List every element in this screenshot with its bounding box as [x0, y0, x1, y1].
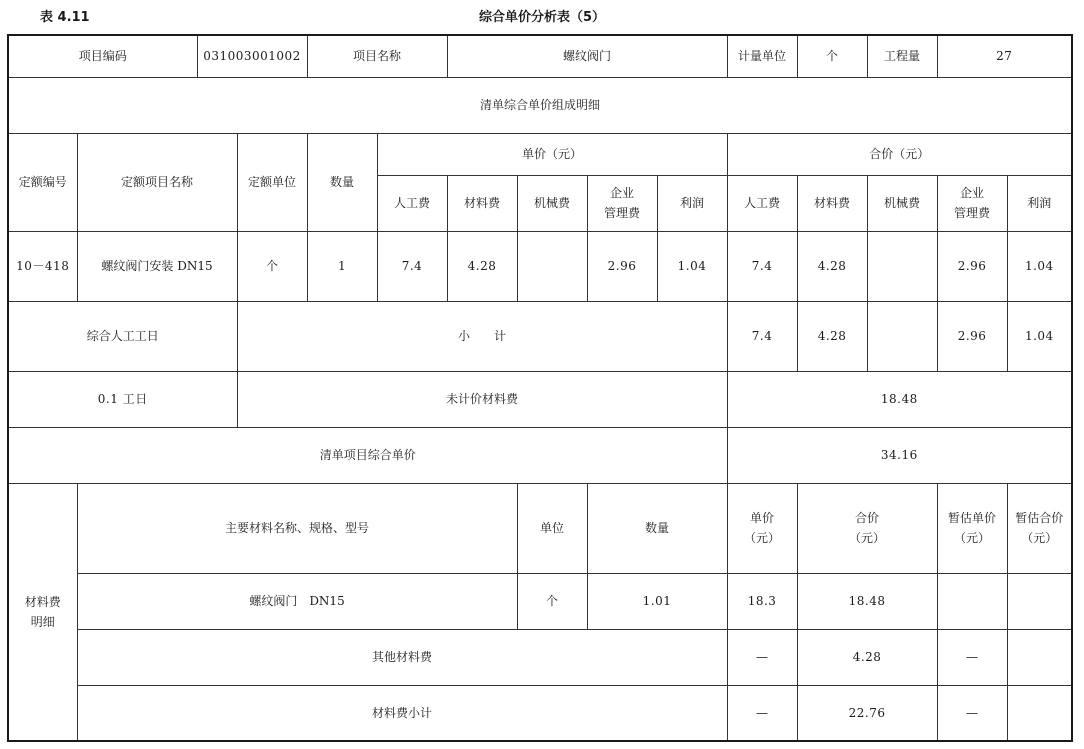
col-qty: 数量 — [307, 133, 377, 231]
col-unit-price-group: 单价（元） — [377, 133, 727, 175]
material-col-qty: 数量 — [587, 483, 727, 573]
col-quota-code: 定额编号 — [8, 133, 77, 231]
unpriced-material-row — [8, 371, 1072, 427]
material-item-qty: 1.01 — [587, 573, 727, 629]
material-subtotal-total: 22.76 — [797, 685, 937, 741]
col-total-profit: 利润 — [1007, 175, 1072, 231]
material-col-unit-price: 单价 （元） — [727, 483, 797, 573]
composite-price-row — [8, 427, 1072, 483]
row-total-mgmt: 2.96 — [937, 231, 1007, 301]
subtotal-mgmt: 2.96 — [937, 301, 1007, 371]
material-item-row — [8, 573, 1072, 629]
col-total-material: 材料费 — [797, 175, 867, 231]
col-total-price-group: 合价（元） — [727, 133, 1072, 175]
material-subtotal-label: 材料费小计 — [77, 685, 727, 741]
row-unit-labor: 7.4 — [377, 231, 447, 301]
composite-price-value: 34.16 — [727, 427, 1072, 483]
unit-value: 个 — [797, 35, 867, 77]
material-header-row — [8, 483, 1072, 573]
subtotal-label: 小 计 — [237, 301, 727, 371]
material-subtotal-est-total — [1007, 685, 1072, 741]
col-unit-profit: 利润 — [657, 175, 727, 231]
other-material-total: 4.28 — [797, 629, 937, 685]
material-item-est-total — [1007, 573, 1072, 629]
material-item-total: 18.48 — [797, 573, 937, 629]
row-unit-mgmt: 2.96 — [587, 231, 657, 301]
quantity-value: 27 — [937, 35, 1072, 77]
col-unit-mgmt: 企业 管理费 — [587, 175, 657, 231]
project-info-row — [8, 35, 1072, 77]
row-total-machine — [867, 231, 937, 301]
material-subtotal-est-unit: — — [937, 685, 1007, 741]
other-material-unit-price: — — [727, 629, 797, 685]
col-quota-name: 定额项目名称 — [77, 133, 237, 231]
col-total-labor: 人工费 — [727, 175, 797, 231]
unpriced-material-label: 未计价材料费 — [237, 371, 727, 427]
col-quota-unit: 定额单位 — [237, 133, 307, 231]
subtotal-material: 4.28 — [797, 301, 867, 371]
row-total-material: 4.28 — [797, 231, 867, 301]
table-title: 综合单价分析表（5） — [478, 10, 606, 25]
material-item-name: 螺纹阀门 DN15 — [77, 573, 517, 629]
other-material-label: 其他材料费 — [77, 629, 727, 685]
col-unit-labor: 人工费 — [377, 175, 447, 231]
row-unit-material: 4.28 — [447, 231, 517, 301]
material-subtotal-row — [8, 685, 1072, 741]
material-col-unit: 单位 — [517, 483, 587, 573]
row-qty: 1 — [307, 231, 377, 301]
material-col-est-unit: 暂估单价 （元） — [937, 483, 1007, 573]
row-total-labor: 7.4 — [727, 231, 797, 301]
table-row — [8, 231, 1072, 301]
row-unit-machine — [517, 231, 587, 301]
quantity-label: 工程量 — [867, 35, 937, 77]
material-col-name-spec: 主要材料名称、规格、型号 — [77, 483, 517, 573]
project-name-value: 螺纹阀门 — [447, 35, 727, 77]
col-unit-machine: 机械费 — [517, 175, 587, 231]
material-item-unit-price: 18.3 — [727, 573, 797, 629]
project-code-value: 031003001002 — [197, 35, 307, 77]
material-col-est-total: 暂估合价 （元） — [1007, 483, 1072, 573]
row-quota-code: 10－418 — [8, 231, 77, 301]
row-total-profit: 1.04 — [1007, 231, 1072, 301]
subtotal-row — [8, 301, 1072, 371]
other-material-est-total — [1007, 629, 1072, 685]
labor-days-value: 0.1 工日 — [8, 371, 237, 427]
material-item-est-unit — [937, 573, 1007, 629]
labor-days-label: 综合人工工日 — [8, 301, 237, 371]
subtotal-labor: 7.4 — [727, 301, 797, 371]
table-number: 表 4.11 — [40, 10, 90, 25]
unit-price-analysis-table — [7, 34, 1073, 742]
subtotal-machine — [867, 301, 937, 371]
row-quota-name: 螺纹阀门安装 DN15 — [77, 231, 237, 301]
col-unit-material: 材料费 — [447, 175, 517, 231]
other-material-row — [8, 629, 1072, 685]
material-item-unit: 个 — [517, 573, 587, 629]
col-total-mgmt: 企业 管理费 — [937, 175, 1007, 231]
col-total-machine: 机械费 — [867, 175, 937, 231]
unit-label: 计量单位 — [727, 35, 797, 77]
row-unit-profit: 1.04 — [657, 231, 727, 301]
detail-section-header: 清单综合单价组成明细 — [8, 77, 1072, 133]
material-section-label: 材料费 明细 — [8, 483, 77, 741]
subtotal-profit: 1.04 — [1007, 301, 1072, 371]
composite-price-label: 清单项目综合单价 — [8, 427, 727, 483]
row-quota-unit: 个 — [237, 231, 307, 301]
material-subtotal-unit-price: — — [727, 685, 797, 741]
other-material-est-unit: — — [937, 629, 1007, 685]
unpriced-material-value: 18.48 — [727, 371, 1072, 427]
material-col-total: 合价 （元） — [797, 483, 937, 573]
project-code-label: 项目编码 — [8, 35, 197, 77]
project-name-label: 项目名称 — [307, 35, 447, 77]
